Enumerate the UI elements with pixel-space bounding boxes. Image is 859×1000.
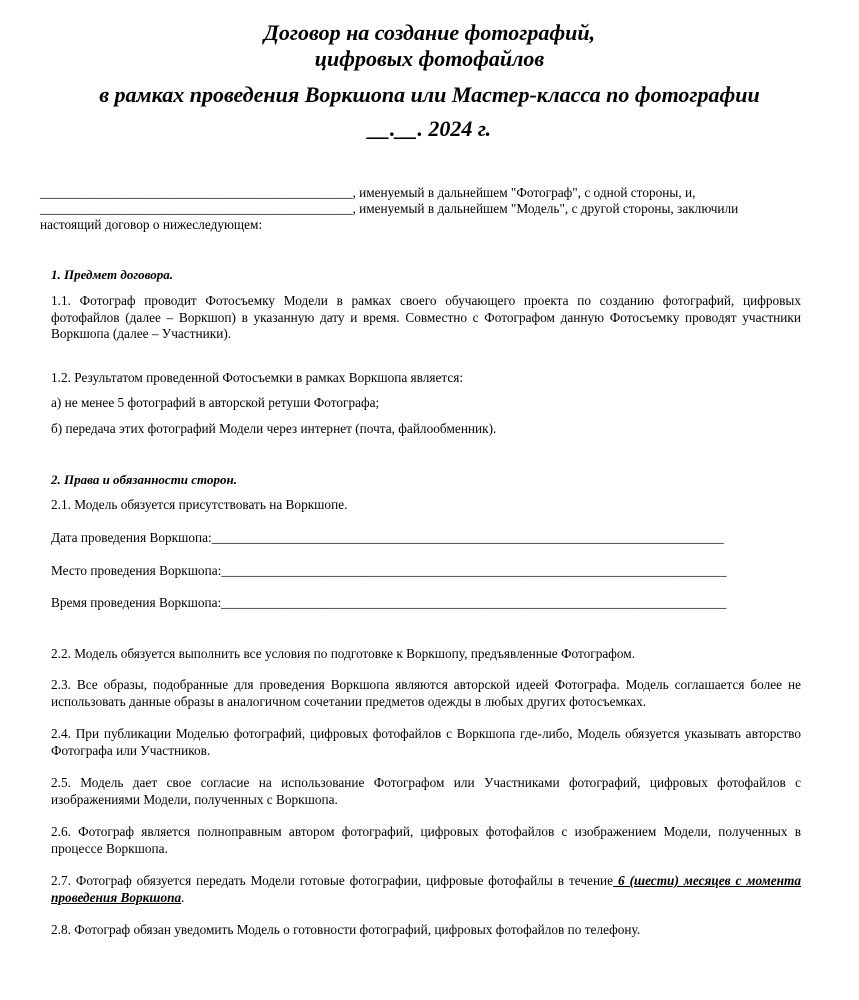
parties-closing-line: настоящий договор о нижеследующем: (40, 217, 263, 232)
contract-title-line-3: в рамках проведения Воркшопа или Мастер-класса по фотографии (99, 82, 760, 107)
paragraph-2-1: 2.1. Модель обязуется присутствовать на Воркшопе. (51, 497, 348, 512)
paragraph-2-7-term: 6 (шести) месяцев с момента проведения Воркшопа (51, 873, 801, 905)
paragraph-1-2-a: а) не менее 5 фотографий в авторской ретуши Фотографа; (51, 395, 380, 410)
paragraph-2-6: 2.6. Фотограф является полноправным автором фотографий, цифровых фотофайлов с изображением Модели, полученных в процессе Воркшопа. (51, 824, 801, 856)
paragraph-2-7-text: 2.7. Фотограф обязуется передать Модели готовые фотографии, цифровые фотофайлы в течение (51, 873, 614, 888)
paragraph-2-7 (51, 873, 801, 906)
section-2-heading: 2. Права и обязанности сторон. (51, 472, 237, 487)
paragraph-2-8: 2.8. Фотограф обязан уведомить Модель о готовности фотографий, цифровых фотофайлов по телефону. (51, 922, 641, 937)
paragraph-1-2-b: б) передача этих фотографий Модели через интернет (почта, файлообменник). (51, 421, 497, 436)
section-1-heading: 1. Предмет договора. (51, 267, 174, 282)
paragraph-2-3: 2.3. Все образы, подобранные для проведения Воркшопа являются авторской идеей Фотографа. Модель соглашается более не использовать данные образы в аналогичном сочетании предметов одежды в любых других фотосъемках. (51, 677, 801, 709)
workshop-date-field: Дата проведения Воркшопа:_____________________________________________________________________________ (51, 530, 724, 545)
paragraph-2-5: 2.5. Модель дает свое согласие на использование Фотографом или Участниками фотографий, цифровых фотофайлов с изображениями Модели, полученных с Воркшопа. (51, 775, 801, 807)
contract-title-line-2: цифровых фотофайлов (314, 46, 545, 71)
paragraph-1-1: 1.1. Фотограф проводит Фотосъемку Модели в рамках своего обучающего проекта по созданию фотографий, цифровых фотофайлов (далее – Воркшоп) в указанную дату и время. Совместно с Фотографом данную Фотосъемку проводят участники Воркшопа (далее – Участники). (51, 293, 801, 341)
contract-title-line-1: Договор на создание фотографий, (263, 20, 596, 45)
workshop-place-field: Место проведения Воркшопа:____________________________________________________________________________ (51, 563, 727, 578)
workshop-time-field: Время проведения Воркшопа:____________________________________________________________________________ (51, 595, 727, 610)
paragraph-2-4: 2.4. При публикации Моделью фотографий, цифровых фотофайлов с Воркшопа где-либо, Модель обязуется указывать авторство Фотографа или Участников. (51, 726, 801, 758)
paragraph-2-7-period: . (181, 889, 185, 905)
party-model-line: _______________________________________________, именуемый в дальнейшем "Модель", с другой стороны, заключили (40, 201, 739, 216)
paragraph-2-2: 2.2. Модель обязуется выполнить все условия по подготовке к Воркшопу, предъявленные Фотографом. (51, 646, 636, 661)
party-photographer-line: _______________________________________________, именуемый в дальнейшем "Фотограф", с одной стороны, и, (40, 185, 696, 200)
contract-date: __.__. 2024 г. (367, 116, 492, 141)
paragraph-1-2: 1.2. Результатом проведенной Фотосъемки в рамках Воркшопа является: (51, 370, 464, 385)
